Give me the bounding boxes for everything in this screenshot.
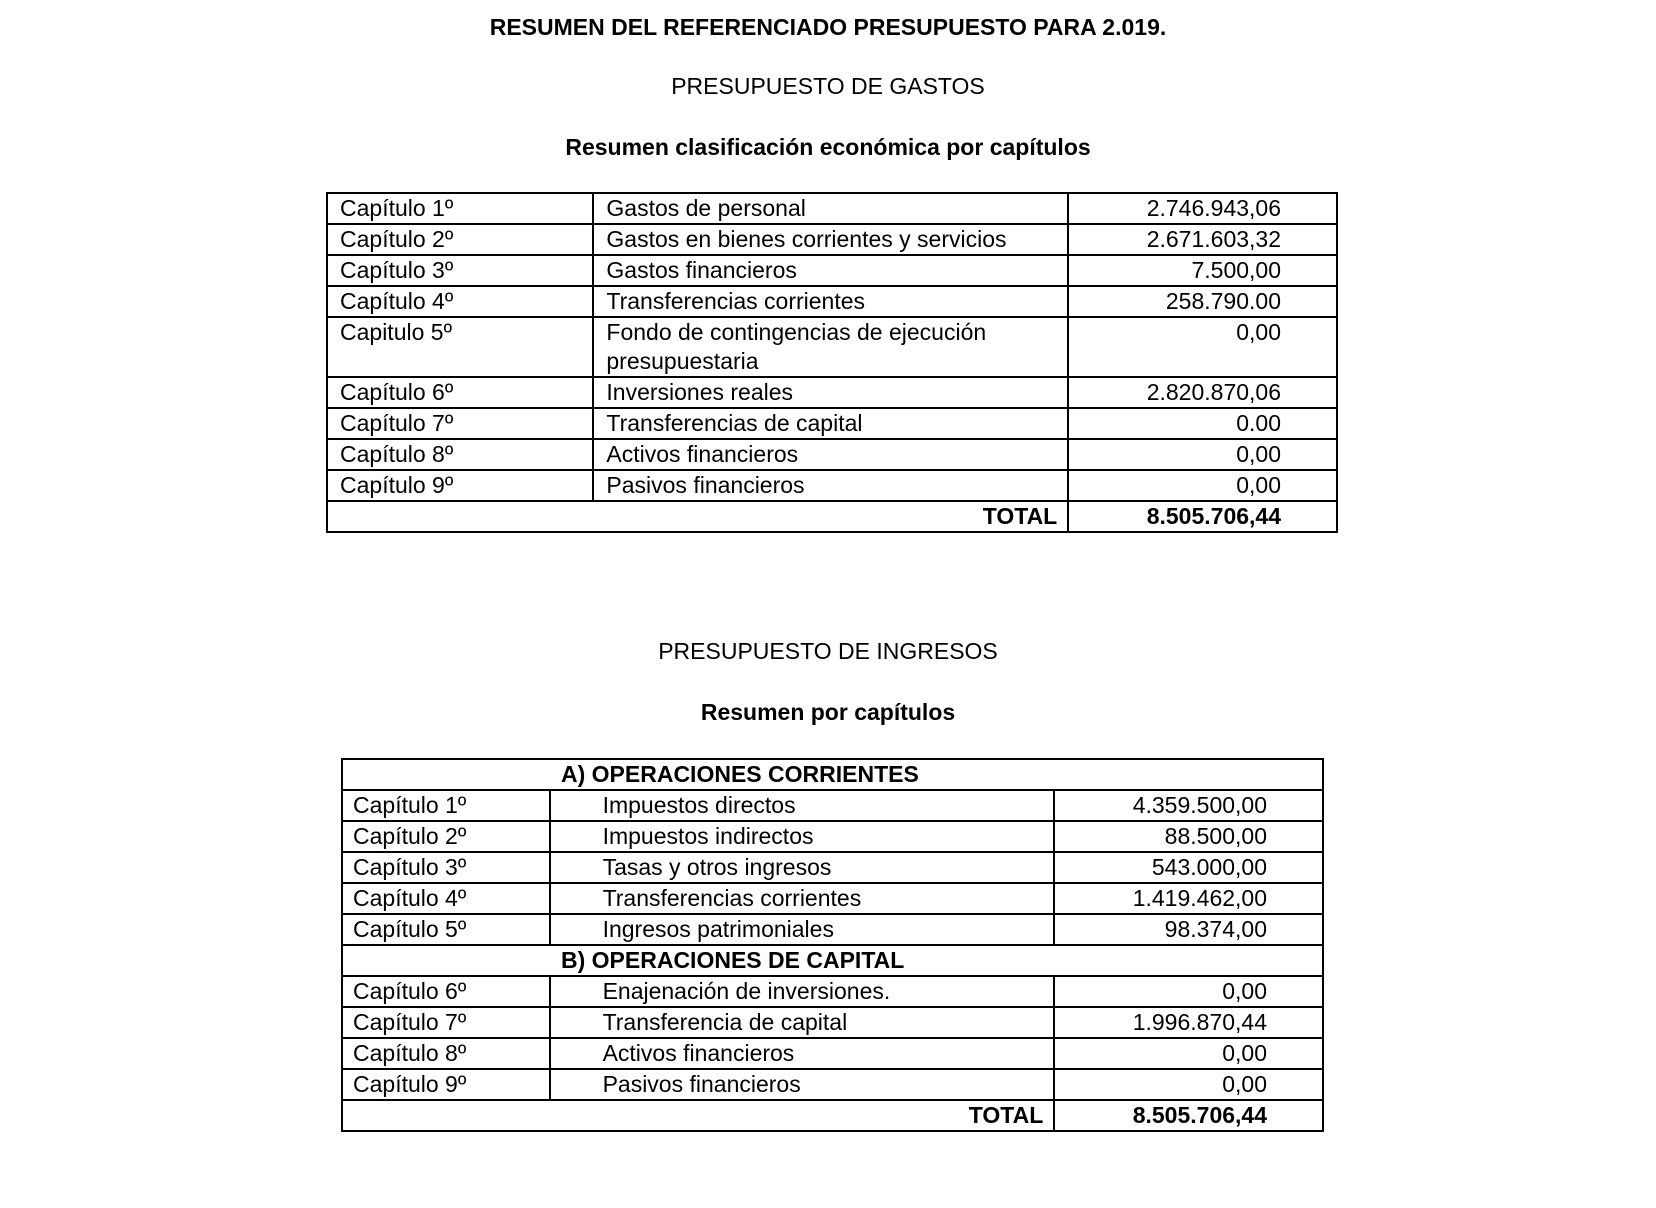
chapter-cell: Capítulo 9º xyxy=(327,470,593,501)
amount-cell: 0.00 xyxy=(1068,408,1337,439)
chapter-cell: Capítulo 8º xyxy=(327,439,593,470)
concept-cell: Pasivos financieros xyxy=(550,1069,1055,1100)
concept-cell: Enajenación de inversiones. xyxy=(550,976,1055,1007)
chapter-cell: Capítulo 2º xyxy=(342,821,550,852)
document-title: RESUMEN DEL REFERENCIADO PRESUPUESTO PARA 2.019. xyxy=(489,14,1167,40)
table-row xyxy=(342,1038,1323,1069)
section-b-row xyxy=(342,945,1323,976)
amount-cell: 0,00 xyxy=(1068,317,1337,377)
table-row xyxy=(327,224,1337,255)
chapter-cell: Capítulo 5º xyxy=(342,914,550,945)
table-row xyxy=(327,255,1337,286)
chapter-cell: Capítulo 3º xyxy=(327,255,593,286)
section-a-row xyxy=(342,759,1323,790)
amount-cell: 4.359.500,00 xyxy=(1054,790,1323,821)
chapter-cell: Capítulo 4º xyxy=(327,286,593,317)
table-row xyxy=(327,470,1337,501)
table-row xyxy=(342,790,1323,821)
concept-cell: Fondo de contingencias de ejecución presupuestaria xyxy=(593,317,1068,377)
amount-cell: 98.374,00 xyxy=(1054,914,1323,945)
total-amount: 8.505.706,44 xyxy=(1054,1100,1323,1131)
concept-cell: Pasivos financieros xyxy=(593,470,1068,501)
gastos-subheading: Resumen clasificación económica por capítulos xyxy=(565,134,1091,160)
table-row xyxy=(327,439,1337,470)
amount-cell: 0,00 xyxy=(1054,1038,1323,1069)
concept-cell: Impuestos directos xyxy=(550,790,1055,821)
table-row xyxy=(342,1069,1323,1100)
concept-cell: Transferencia de capital xyxy=(550,1007,1055,1038)
total-amount: 8.505.706,44 xyxy=(1068,501,1337,532)
concept-cell: Activos financieros xyxy=(550,1038,1055,1069)
amount-cell: 1.996.870,44 xyxy=(1054,1007,1323,1038)
table-row xyxy=(342,914,1323,945)
table-row xyxy=(327,193,1337,224)
chapter-cell: Capítulo 1º xyxy=(327,193,593,224)
ingresos-table xyxy=(341,758,1324,1132)
concept-cell: Impuestos indirectos xyxy=(550,821,1055,852)
table-row xyxy=(342,821,1323,852)
concept-cell: Ingresos patrimoniales xyxy=(550,914,1055,945)
table-row xyxy=(342,976,1323,1007)
section-b-header: B) OPERACIONES DE CAPITAL xyxy=(342,945,1323,976)
gastos-heading: PRESUPUESTO DE GASTOS xyxy=(671,73,985,99)
amount-cell: 0,00 xyxy=(1054,976,1323,1007)
amount-cell: 0,00 xyxy=(1068,470,1337,501)
concept-cell: Gastos de personal xyxy=(593,193,1068,224)
chapter-cell: Capítulo 8º xyxy=(342,1038,550,1069)
chapter-cell: Capítulo 6º xyxy=(342,976,550,1007)
chapter-cell: Capítulo 3º xyxy=(342,852,550,883)
total-label: TOTAL xyxy=(342,1100,1054,1131)
amount-cell: 1.419.462,00 xyxy=(1054,883,1323,914)
total-label: TOTAL xyxy=(327,501,1068,532)
amount-cell: 2.746.943,06 xyxy=(1068,193,1337,224)
ingresos-subheading: Resumen por capítulos xyxy=(700,699,956,725)
table-row xyxy=(342,1007,1323,1038)
concept-cell: Transferencias corrientes xyxy=(593,286,1068,317)
chapter-cell: Capítulo 7º xyxy=(327,408,593,439)
amount-cell: 0,00 xyxy=(1068,439,1337,470)
chapter-cell: Capítulo 4º xyxy=(342,883,550,914)
chapter-cell: Capitulo 5º xyxy=(327,317,593,377)
gastos-total-row xyxy=(327,501,1337,532)
concept-cell: Gastos financieros xyxy=(593,255,1068,286)
table-row xyxy=(342,852,1323,883)
table-row xyxy=(327,377,1337,408)
concept-cell: Tasas y otros ingresos xyxy=(550,852,1055,883)
concept-cell: Transferencias corrientes xyxy=(550,883,1055,914)
concept-cell: Activos financieros xyxy=(593,439,1068,470)
amount-cell: 2.820.870,06 xyxy=(1068,377,1337,408)
amount-cell: 7.500,00 xyxy=(1068,255,1337,286)
concept-cell: Transferencias de capital xyxy=(593,408,1068,439)
table-row xyxy=(327,286,1337,317)
ingresos-heading: PRESUPUESTO DE INGRESOS xyxy=(658,638,998,664)
amount-cell: 0,00 xyxy=(1054,1069,1323,1100)
chapter-cell: Capítulo 9º xyxy=(342,1069,550,1100)
chapter-cell: Capítulo 6º xyxy=(327,377,593,408)
concept-cell: Inversiones reales xyxy=(593,377,1068,408)
table-row xyxy=(327,317,1337,377)
amount-cell: 258.790.00 xyxy=(1068,286,1337,317)
table-row xyxy=(327,408,1337,439)
ingresos-total-row xyxy=(342,1100,1323,1131)
chapter-cell: Capítulo 7º xyxy=(342,1007,550,1038)
chapter-cell: Capítulo 1º xyxy=(342,790,550,821)
table-row xyxy=(342,883,1323,914)
gastos-table xyxy=(326,192,1338,533)
amount-cell: 2.671.603,32 xyxy=(1068,224,1337,255)
concept-cell: Gastos en bienes corrientes y servicios xyxy=(593,224,1068,255)
chapter-cell: Capítulo 2º xyxy=(327,224,593,255)
amount-cell: 88.500,00 xyxy=(1054,821,1323,852)
amount-cell: 543.000,00 xyxy=(1054,852,1323,883)
section-a-header: A) OPERACIONES CORRIENTES xyxy=(342,759,1323,790)
